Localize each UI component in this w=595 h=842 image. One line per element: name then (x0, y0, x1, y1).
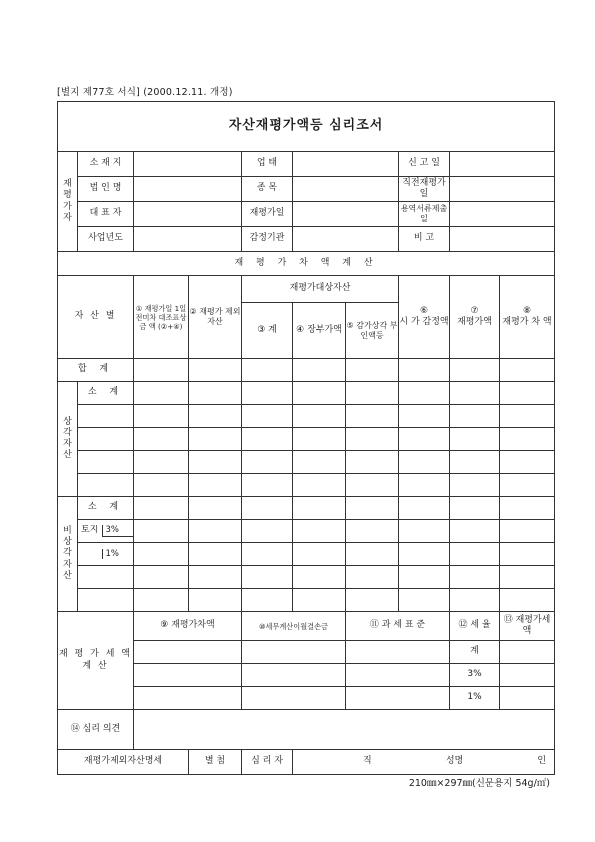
col8-label: 재평가 차 액 (502, 317, 552, 327)
examiner-sign-cell[interactable] (293, 750, 555, 775)
tax-cell[interactable] (346, 687, 450, 710)
cell[interactable] (450, 359, 500, 382)
cell[interactable] (189, 474, 242, 497)
col6-number: ⑥ (419, 305, 429, 316)
cell[interactable] (134, 520, 189, 543)
tax-h12: ⑫ 세 율 (450, 612, 500, 641)
label-business-type: 업 태 (242, 152, 293, 177)
label-revaluation-date: 재평가일 (242, 202, 293, 227)
cell[interactable] (399, 382, 450, 405)
cell[interactable] (242, 382, 293, 405)
col7-number: ⑦ (470, 305, 479, 316)
review-form-table (57, 101, 555, 775)
cell[interactable] (450, 497, 500, 520)
cell[interactable] (399, 497, 450, 520)
cell[interactable] (189, 382, 242, 405)
cell[interactable] (346, 543, 399, 566)
tax-cell[interactable] (134, 664, 242, 687)
cell[interactable] (189, 405, 242, 428)
cell[interactable] (293, 474, 346, 497)
cell[interactable] (346, 474, 399, 497)
tax-calc-label: 재 평 가 세 액 계 산 (58, 612, 134, 710)
cell[interactable] (189, 589, 242, 612)
location-field[interactable] (134, 152, 242, 177)
seal-label: 인 (537, 756, 547, 767)
cell[interactable] (500, 566, 555, 589)
form-number-note: [별지 제77호 서식] (2000.12.11. 개정) (57, 87, 233, 98)
land-label: 토지 (78, 525, 102, 536)
cell[interactable] (78, 589, 134, 612)
remarks-field[interactable] (450, 227, 555, 252)
cell[interactable] (78, 474, 134, 497)
examiner-sign-line (293, 756, 554, 767)
cell[interactable] (500, 497, 555, 520)
tax-cell[interactable] (242, 641, 346, 664)
cell[interactable] (242, 451, 293, 474)
land-label-spacer (78, 549, 102, 560)
col7-header (450, 276, 500, 359)
depreciable-assets-label: 상 각 자 산 (58, 382, 78, 497)
label-report-date: 신 고 일 (399, 152, 450, 177)
cell[interactable] (346, 359, 399, 382)
service-doc-date-field[interactable] (450, 202, 555, 227)
col8-header (500, 276, 555, 359)
cell[interactable] (399, 589, 450, 612)
tax-cell[interactable] (346, 664, 450, 687)
label-prev-revaluation: 직전재평가일 (399, 177, 450, 202)
land-subtable (78, 525, 133, 537)
tax-h13: ⑬ 재평가세액 (500, 612, 555, 641)
cell[interactable] (78, 566, 134, 589)
cell[interactable] (242, 566, 293, 589)
cell[interactable] (134, 566, 189, 589)
cell[interactable] (500, 359, 555, 382)
calc-section-title: 재 평 가 차 액 계 산 (58, 252, 555, 276)
label-appraiser: 감정기관 (242, 227, 293, 252)
col3-header: ③ 계 (242, 303, 293, 359)
cell[interactable] (399, 405, 450, 428)
attached-label: 별 첨 (189, 750, 242, 775)
cell[interactable] (500, 405, 555, 428)
cell[interactable] (399, 451, 450, 474)
prev-revaluation-field[interactable] (450, 177, 555, 202)
excluded-assets-label: 재평가제외자산명세 (58, 750, 189, 775)
label-service-doc-date: 용역서류제출일 (399, 202, 450, 227)
cell[interactable] (189, 520, 242, 543)
cell[interactable] (134, 382, 189, 405)
col6-label: 시 가 감정액 (399, 317, 449, 327)
label-remarks: 비 고 (399, 227, 450, 252)
label-fiscal-year: 사업년도 (78, 227, 134, 252)
representative-field[interactable] (134, 202, 242, 227)
cell[interactable] (242, 589, 293, 612)
nondepreciable-assets-label: 비 상 각 자 산 (58, 497, 78, 612)
cell[interactable] (346, 405, 399, 428)
tax-cell[interactable] (134, 687, 242, 710)
cell[interactable] (242, 428, 293, 451)
revaluer-group-label: 재 평 가 자 (58, 152, 78, 252)
cell[interactable] (293, 566, 346, 589)
tax-h10: ⑩세무계산이월결손금 (242, 612, 346, 641)
nondepreciable-subtotal-label: 소 계 (78, 497, 134, 520)
land-subtable-2 (78, 549, 133, 560)
tax-rate-total: 계 (450, 641, 500, 664)
cell[interactable] (134, 589, 189, 612)
paper-spec-note: 210㎜×297㎜(신문용지 54g/㎡) (408, 778, 550, 789)
cell[interactable] (500, 428, 555, 451)
cell[interactable] (450, 566, 500, 589)
cell[interactable] (242, 359, 293, 382)
cell[interactable] (346, 382, 399, 405)
business-type-field[interactable] (293, 152, 399, 177)
tax-cell[interactable] (242, 664, 346, 687)
cell[interactable] (293, 359, 346, 382)
tax-h11: ⑪ 과 세 표 준 (346, 612, 450, 641)
appraiser-field[interactable] (293, 227, 399, 252)
depreciable-subtotal-label: 소 계 (78, 382, 134, 405)
report-date-field[interactable] (450, 152, 555, 177)
asset-type-header: 자 산 별 (58, 276, 134, 359)
cell[interactable] (242, 543, 293, 566)
land-cell (78, 520, 134, 543)
cell[interactable] (293, 405, 346, 428)
cell[interactable] (346, 566, 399, 589)
cell[interactable] (399, 428, 450, 451)
cell[interactable] (242, 520, 293, 543)
cell[interactable] (450, 405, 500, 428)
cell[interactable] (78, 451, 134, 474)
cell[interactable] (134, 428, 189, 451)
cell[interactable] (346, 428, 399, 451)
business-item-field[interactable] (293, 177, 399, 202)
cell[interactable] (450, 474, 500, 497)
corp-name-field[interactable] (134, 177, 242, 202)
cell[interactable] (450, 428, 500, 451)
cell[interactable] (500, 520, 555, 543)
col1-header: ① 재평가일 1일전미차 대조표상 금 액 (②+④) (134, 276, 189, 359)
cell[interactable] (189, 451, 242, 474)
cell[interactable] (346, 497, 399, 520)
tax-h9: ⑨ 재평가차액 (134, 612, 242, 641)
land-rate-1: 1% (105, 548, 119, 559)
cell[interactable] (134, 451, 189, 474)
cell[interactable] (500, 543, 555, 566)
cell[interactable] (500, 474, 555, 497)
cell[interactable] (399, 474, 450, 497)
cell[interactable] (293, 428, 346, 451)
cell[interactable] (293, 451, 346, 474)
grand-total-label: 합 계 (58, 359, 134, 382)
opinion-label: ⑭ 심리 의견 (58, 710, 134, 750)
cell[interactable] (346, 451, 399, 474)
opinion-field[interactable] (134, 710, 555, 750)
label-corp-name: 법 인 명 (78, 177, 134, 202)
cell[interactable] (189, 543, 242, 566)
tax-cell[interactable] (500, 664, 555, 687)
cell[interactable] (134, 474, 189, 497)
cell[interactable] (189, 428, 242, 451)
cell[interactable] (293, 520, 346, 543)
tax-cell[interactable] (134, 641, 242, 664)
tax-rate-3: 3% (450, 664, 500, 687)
cell[interactable] (134, 497, 189, 520)
cell[interactable] (399, 359, 450, 382)
cell[interactable] (450, 589, 500, 612)
label-representative: 대 표 자 (78, 202, 134, 227)
cell[interactable] (399, 543, 450, 566)
cell[interactable] (242, 474, 293, 497)
cell[interactable] (293, 589, 346, 612)
label-location: 소 재 지 (78, 152, 134, 177)
col8-number: ⑧ (522, 305, 532, 316)
fiscal-year-field[interactable] (134, 227, 242, 252)
tax-rate-1: 1% (450, 687, 500, 710)
cell[interactable] (134, 543, 189, 566)
col6-header (399, 276, 450, 359)
cell[interactable] (346, 589, 399, 612)
cell[interactable] (500, 382, 555, 405)
name-label: 성명 (445, 756, 464, 767)
cell[interactable] (189, 566, 242, 589)
cell[interactable] (399, 520, 450, 543)
land-cell-2 (78, 543, 134, 566)
tax-cell[interactable] (500, 687, 555, 710)
cell[interactable] (450, 451, 500, 474)
examiner-label: 심 리 자 (242, 750, 293, 775)
land-rate-3: 3% (102, 525, 133, 536)
cell[interactable] (242, 497, 293, 520)
col7-label: 재평가액 (457, 317, 492, 327)
tax-cell[interactable] (242, 687, 346, 710)
cell[interactable] (450, 543, 500, 566)
cell[interactable] (134, 359, 189, 382)
cell[interactable] (450, 382, 500, 405)
cell[interactable] (189, 497, 242, 520)
cell[interactable] (293, 497, 346, 520)
cell[interactable] (78, 428, 134, 451)
cell[interactable] (78, 405, 134, 428)
tax-cell[interactable] (346, 641, 450, 664)
cell[interactable] (293, 382, 346, 405)
cell[interactable] (399, 566, 450, 589)
target-assets-header: 재평가대상자산 (242, 276, 399, 303)
cell[interactable] (346, 520, 399, 543)
cell[interactable] (134, 405, 189, 428)
form-title: 자산재평가액등 심리조서 (58, 102, 555, 152)
cell[interactable] (500, 451, 555, 474)
cell[interactable] (500, 589, 555, 612)
label-business-item: 종 목 (242, 177, 293, 202)
col2-header: ② 재평가 제외자산 (189, 276, 242, 359)
col4-header: ④ 장부가액 (293, 303, 346, 359)
col5-header: ⑤ 감가상각 부인액등 (346, 303, 399, 359)
position-label: 직 (363, 756, 372, 767)
cell[interactable] (450, 520, 500, 543)
cell[interactable] (242, 405, 293, 428)
cell[interactable] (293, 543, 346, 566)
cell[interactable] (189, 359, 242, 382)
tax-cell[interactable] (500, 641, 555, 664)
revaluation-date-field[interactable] (293, 202, 399, 227)
